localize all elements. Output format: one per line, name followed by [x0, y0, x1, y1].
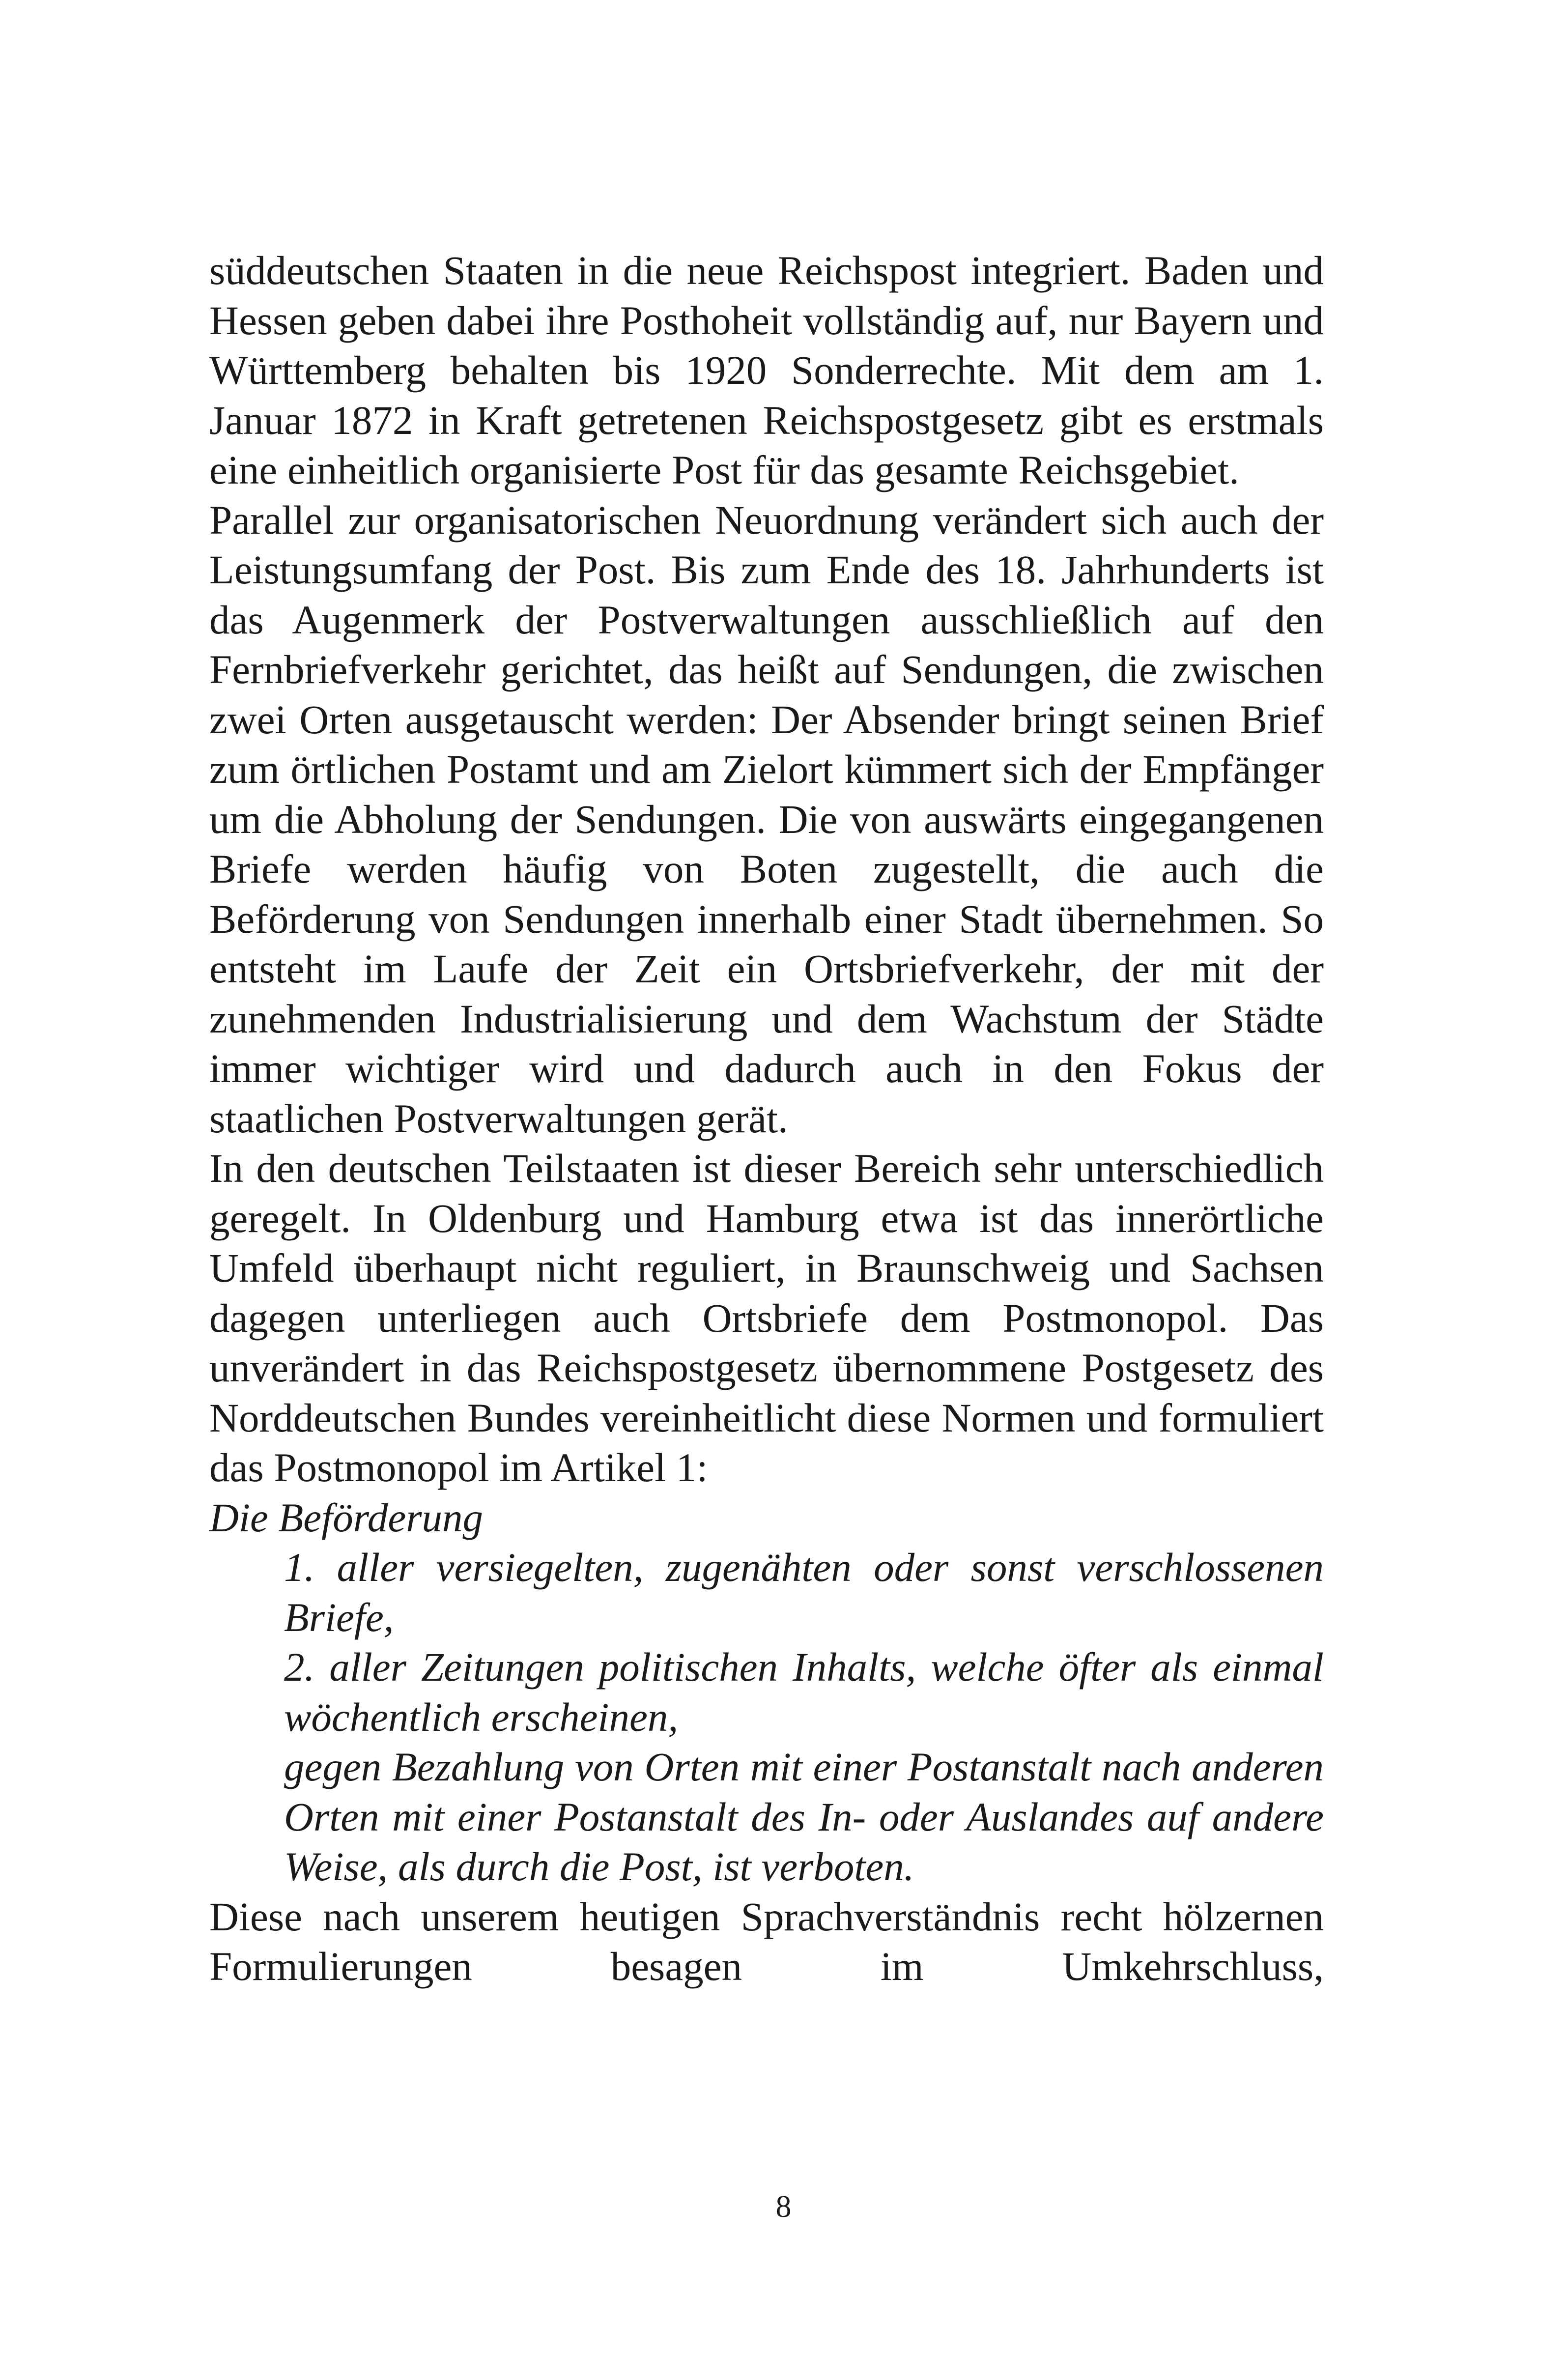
quote-heading: Die Beförderung: [209, 1494, 484, 1540]
quote-block: [209, 1543, 1324, 1892]
page-number: 8: [775, 2189, 792, 2224]
quote-item-1: 1. aller versiegelten, zugenähten oder sonst verschlossenen Briefe,: [284, 1545, 1324, 1640]
quote-item-2: 2. aller Zeitungen politischen Inhalts, welche öfter als einmal wöchentlich erscheinen,: [284, 1644, 1324, 1740]
paragraph-1: süddeutschen Staaten in die neue Reichspost integriert. Baden und Hessen geben dabei ihre Posthoheit vollständig auf, nur Bayern und Württemberg behalten bis 1920 Sonderrechte. Mit dem am 1. Januar 1872 in Kraft getretenen Reichspostgesetz gibt es erstmals eine einheitlich organisierte Post für das gesamte Reichsgebiet.: [209, 248, 1324, 492]
quote-item-3: gegen Bezahlung von Orten mit einer Postanstalt nach anderen Orten mit einer Postanstalt des In- oder Auslandes auf andere Weise, als durch die Post, ist verboten.: [284, 1744, 1324, 1889]
paragraph-2: Parallel zur organisatorischen Neuordnung verändert sich auch der Leistungsumfang der Post. Bis zum Ende des 18. Jahrhunderts ist das Augenmerk der Postverwaltungen ausschließlich auf den Fernbriefverkehr gerichtet, das heißt auf Sendungen, die zwischen zwei Orten ausgetauscht werden: Der Absender bringt seinen Brief zum örtlichen Postamt und am Zielort kümmert sich der Empfänger um die Abholung der Sendungen. Die von auswärts eingegangenen Briefe werden häufig von Boten zugestellt, die auch die Beförderung von Sendungen innerhalb einer Stadt übernehmen. So entsteht im Laufe der Zeit ein Ortsbriefverkehr, der mit der zunehmenden Industrialisierung und dem Wachstum der Städte immer wichtiger wird und dadurch auch in den Fokus der staatlichen Postverwaltungen gerät.: [209, 497, 1324, 1141]
closing-paragraph: Diese nach unserem heutigen Sprachverständnis recht hölzernen Formulierungen besagen im Umkehrschluss,: [209, 1893, 1324, 1989]
body-text: [209, 246, 1324, 1992]
paragraph-3: In den deutschen Teilstaaten ist dieser Bereich sehr unterschiedlich geregelt. In Oldenburg und Hamburg etwa ist das innerörtliche Umfeld überhaupt nicht reguliert, in Braunschweig und Sachsen dagegen unterliegen auch Ortsbriefe dem Postmonopol. Das unverändert in das Reichspostgesetz übernommene Postgesetz des Norddeutschen Bundes vereinheitlicht diese Normen und formuliert das Postmonopol im Artikel 1:: [209, 1146, 1324, 1490]
